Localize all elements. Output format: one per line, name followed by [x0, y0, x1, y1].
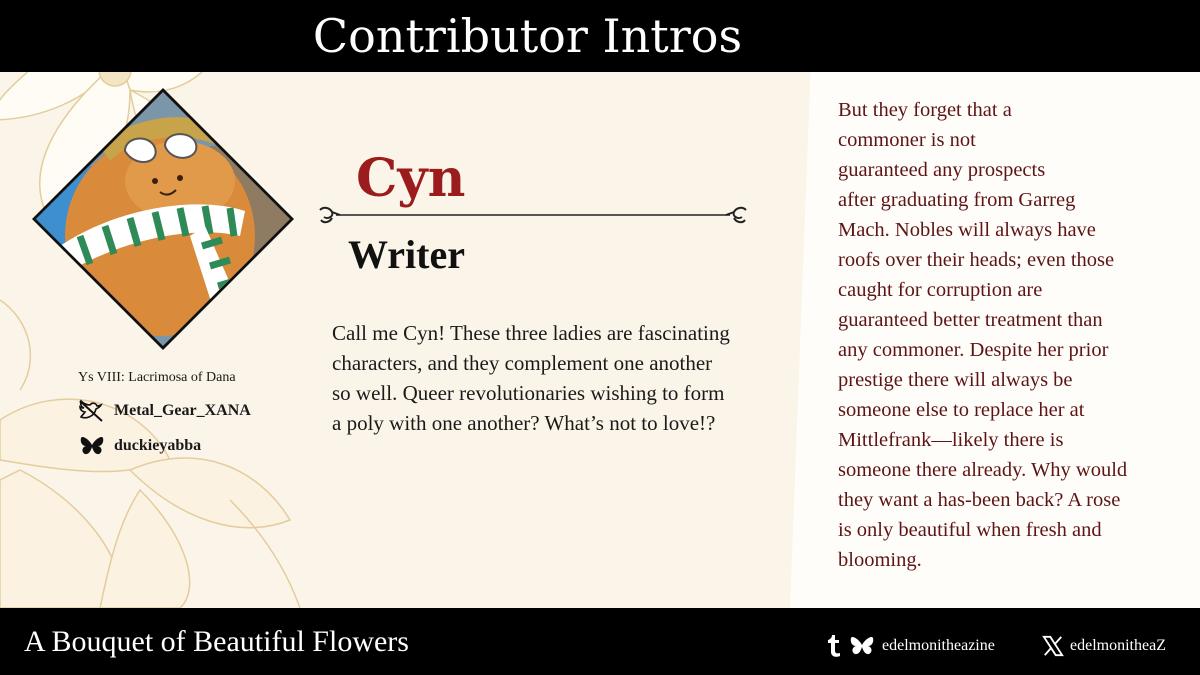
avatar-image	[30, 86, 296, 352]
footer-social-x[interactable]	[1042, 628, 1166, 664]
social-row-bluesky[interactable]	[78, 433, 201, 459]
contributor-name: Cyn	[356, 148, 466, 209]
x-icon	[1042, 634, 1064, 658]
story-excerpt: But they forget that a commoner is not guaranteed any prospects after graduating from Garreg Mach. Nobles will always have roofs over their heads; even those caught for corruption are guaranteed better treatment than any commoner. Despite her prior prestige there will always be someone else to replace her at Mittlefrank—likely there is someone there already. Why would they want a has-been back? A rose is only beautiful when fresh and blooming.	[838, 99, 1128, 571]
page-title: Contributor Intros	[312, 9, 743, 63]
tumblr-icon	[826, 634, 842, 658]
bluesky-butterfly-icon	[848, 634, 876, 658]
no-twitter-icon	[78, 399, 106, 423]
footer-social-tumblr-bluesky[interactable]	[826, 628, 995, 664]
contributor-bio: Call me Cyn! These three ladies are fascinating characters, and they complement one another so well. Queer revolutionaries wishing to form a poly with one another? What’s not to love!?	[332, 321, 730, 435]
social-row-x[interactable]	[78, 398, 251, 424]
ornamental-divider	[318, 200, 748, 230]
social-handle: duckieyabba	[114, 437, 202, 454]
footer-handle: edelmonitheazine	[882, 637, 995, 654]
fandom-label: Ys VIII: Lacrimosa of Dana	[78, 370, 236, 385]
contributor-avatar	[30, 86, 296, 352]
zine-title: A Bouquet of Beautiful Flowers	[24, 625, 409, 658]
footer-handle: edelmonitheaZ	[1070, 637, 1166, 654]
social-handle: Metal_Gear_XANA	[114, 402, 251, 419]
contributor-role: Writer	[348, 232, 465, 277]
bluesky-butterfly-icon	[78, 434, 106, 458]
